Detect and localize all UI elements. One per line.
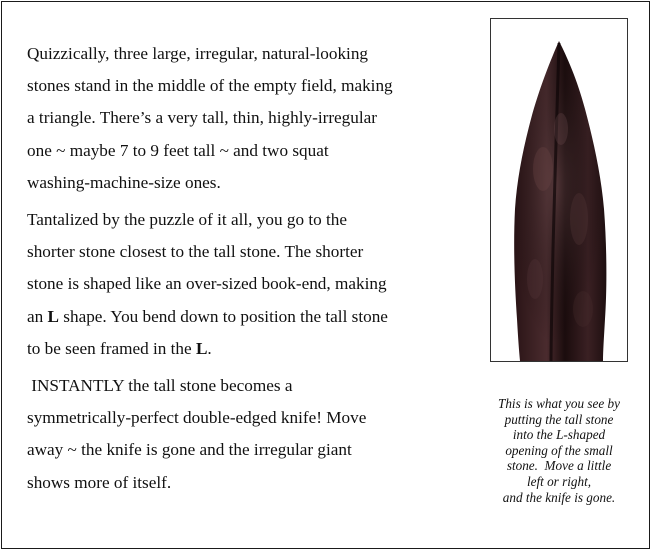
text-line: away ~ the knife is gone and the irregular giant <box>27 440 352 460</box>
caption-line: stone. Move a little <box>506 458 612 474</box>
text-line: Tantalized by the puzzle of it all, you go to the <box>27 210 348 230</box>
paragraph-1 <box>27 38 467 199</box>
caption-line: and the knife is gone. <box>502 489 616 505</box>
text-fragment: to be seen framed in the <box>27 338 196 358</box>
text-line: washing-machine-size ones. <box>27 172 221 192</box>
text-line: INSTANTLY the tall stone becomes a <box>27 376 293 396</box>
stone-knife-illustration <box>491 19 627 361</box>
text-line: a triangle. There’s a very tall, thin, highly-irregular <box>27 108 377 128</box>
text-line: shows more of itself. <box>27 472 172 492</box>
caption-line: left or right, <box>526 473 592 489</box>
caption-line: opening of the small <box>505 442 613 458</box>
stone-knife-image <box>490 18 628 362</box>
caption-line: into the L-shaped <box>512 427 606 443</box>
text-line: stones stand in the middle of the empty field, making <box>27 76 393 96</box>
caption-line: putting the tall stone <box>504 411 614 427</box>
text-line: Quizzically, three large, irregular, natural-looking <box>27 44 369 63</box>
text-fragment: shape. You bend down to position the tall stone <box>59 306 388 326</box>
bold-letter-l: L <box>195 338 208 358</box>
text-fragment: an <box>27 306 48 326</box>
text-line <box>27 301 467 333</box>
text-line: shorter stone closest to the tall stone. The shorter <box>27 242 364 262</box>
text-line <box>27 333 467 365</box>
paragraph-3 <box>27 370 467 499</box>
story-text <box>27 38 467 499</box>
caption-line: This is what you see by <box>498 396 620 411</box>
text-line: one ~ maybe 7 to 9 feet tall ~ and two squat <box>27 140 329 160</box>
paragraph-2 <box>27 204 467 365</box>
bold-letter-l: L <box>47 306 59 326</box>
text-line: symmetrically-perfect double-edged knife! Move <box>27 408 367 428</box>
text-fragment: . <box>207 338 212 358</box>
image-caption <box>475 396 643 505</box>
text-line: stone is shaped like an over-sized book-end, making <box>27 274 387 294</box>
